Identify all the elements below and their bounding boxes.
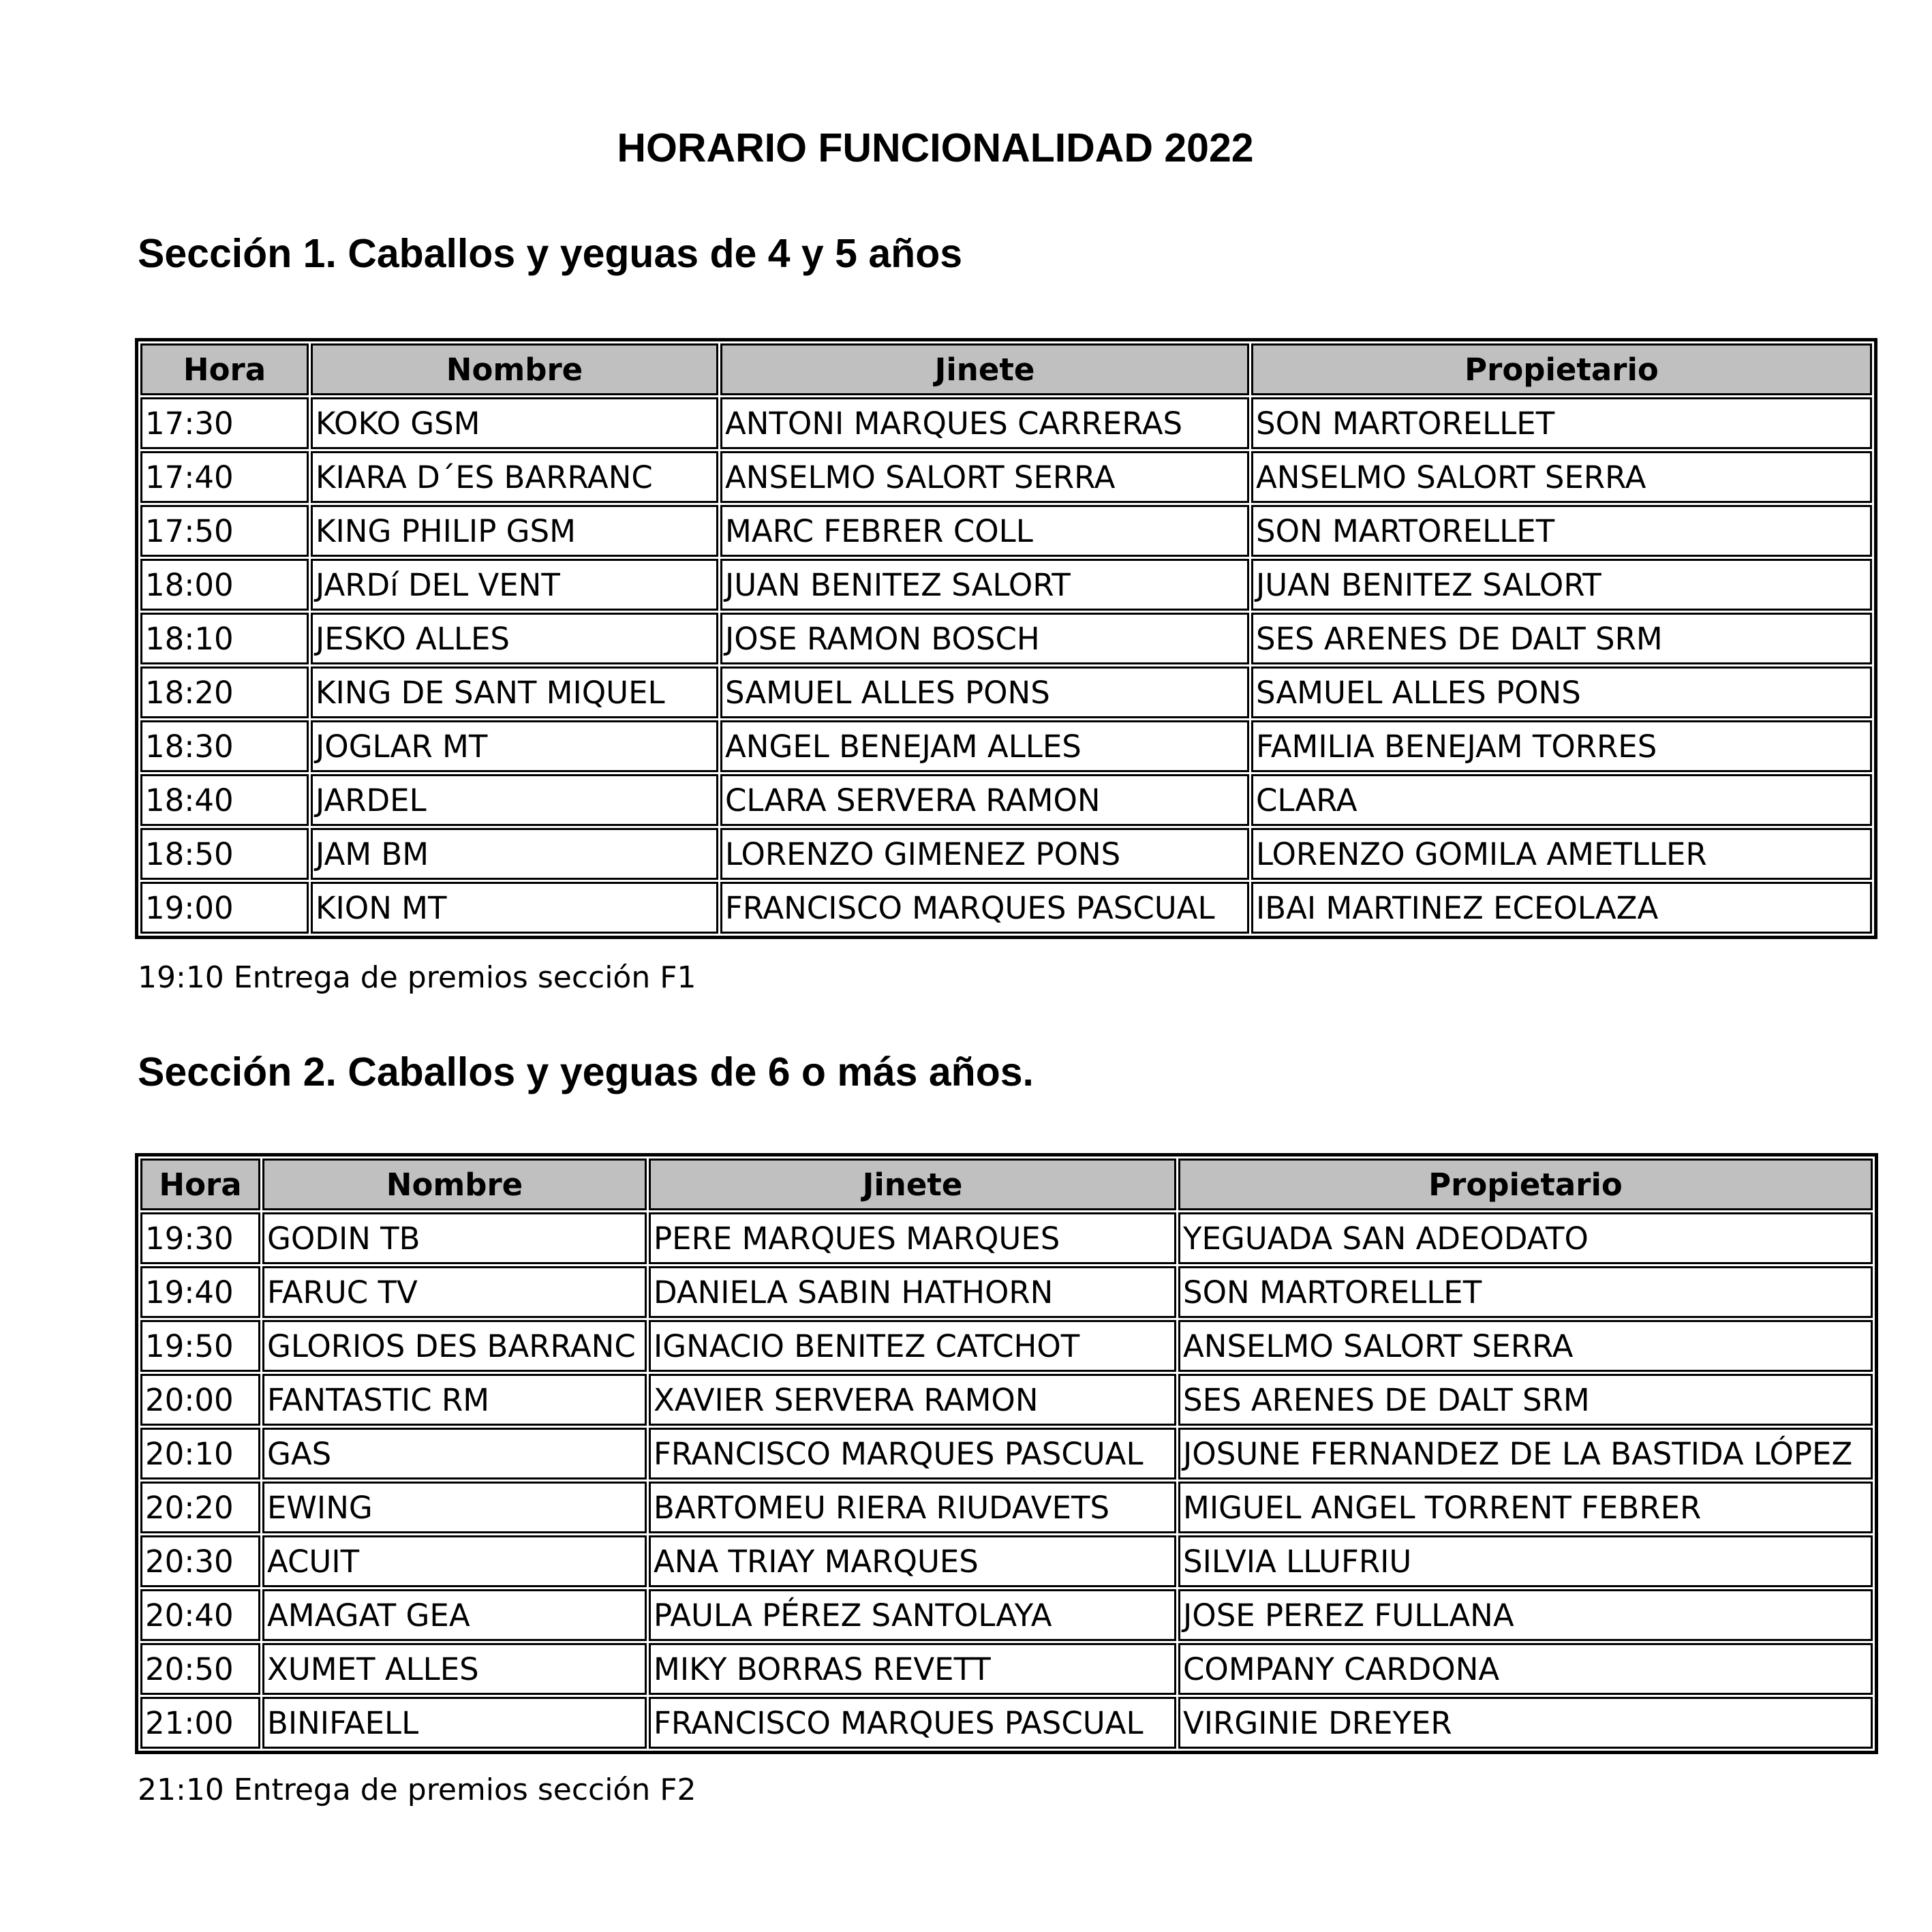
cell-propietario: SAMUEL ALLES PONS [1251,666,1872,718]
cell-hora: 19:30 [140,1212,260,1264]
cell-jinete: IGNACIO BENITEZ CATCHOT [649,1320,1176,1372]
table-row [140,1320,1873,1372]
cell-propietario: SES ARENES DE DALT SRM [1178,1374,1873,1426]
table-row [140,1374,1873,1426]
cell-jinete: ANGEL BENEJAM ALLES [720,720,1249,772]
cell-nombre: KING DE SANT MIQUEL [311,666,718,718]
cell-nombre: XUMET ALLES [262,1643,647,1695]
table-row [140,1266,1873,1318]
cell-hora: 19:00 [140,882,309,934]
cell-propietario: IBAI MARTINEZ ECEOLAZA [1251,882,1872,934]
cell-propietario: ANSELMO SALORT SERRA [1251,451,1872,503]
cell-hora: 18:20 [140,666,309,718]
cell-jinete: SAMUEL ALLES PONS [720,666,1249,718]
cell-jinete: XAVIER SERVERA RAMON [649,1374,1176,1426]
cell-propietario: JUAN BENITEZ SALORT [1251,559,1872,611]
table-row [140,774,1872,826]
cell-hora: 19:40 [140,1266,260,1318]
cell-nombre: JARDEL [311,774,718,826]
cell-nombre: JAM BM [311,828,718,880]
table-row [140,559,1872,611]
cell-propietario: ANSELMO SALORT SERRA [1178,1320,1873,1372]
table-row [140,1482,1873,1533]
table-row [140,1428,1873,1479]
column-header-nombre: Nombre [311,343,718,395]
cell-jinete: JOSE RAMON BOSCH [720,613,1249,664]
cell-nombre: ACUIT [262,1535,647,1587]
table-row [140,451,1872,503]
column-header-jinete: Jinete [649,1159,1176,1210]
column-header-propietario: Propietario [1178,1159,1873,1210]
cell-propietario: JOSUNE FERNANDEZ DE LA BASTIDA LÓPEZ [1178,1428,1873,1479]
cell-nombre: FARUC TV [262,1266,647,1318]
cell-hora: 20:30 [140,1535,260,1587]
cell-jinete: MARC FEBRER COLL [720,505,1249,557]
cell-jinete: JUAN BENITEZ SALORT [720,559,1249,611]
cell-nombre: BINIFAELL [262,1697,647,1749]
cell-propietario: FAMILIA BENEJAM TORRES [1251,720,1872,772]
table-row [140,397,1872,449]
cell-propietario: SILVIA LLUFRIU [1178,1535,1873,1587]
table-header-row [140,343,1872,395]
section-2-table [135,1153,1878,1754]
cell-hora: 18:10 [140,613,309,664]
cell-hora: 18:50 [140,828,309,880]
page-title: HORARIO FUNCIONALIDAD 2022 [617,125,1254,170]
cell-jinete: CLARA SERVERA RAMON [720,774,1249,826]
table-row [140,505,1872,557]
cell-propietario: SON MARTORELLET [1178,1266,1873,1318]
cell-nombre: KOKO GSM [311,397,718,449]
column-header-jinete: Jinete [720,343,1249,395]
cell-nombre: AMAGAT GEA [262,1589,647,1641]
table-row [140,1212,1873,1264]
cell-jinete: FRANCISCO MARQUES PASCUAL [720,882,1249,934]
cell-hora: 17:40 [140,451,309,503]
cell-nombre: KING PHILIP GSM [311,505,718,557]
cell-hora: 18:30 [140,720,309,772]
cell-hora: 17:30 [140,397,309,449]
cell-propietario: SON MARTORELLET [1251,505,1872,557]
table-row [140,1589,1873,1641]
cell-hora: 18:40 [140,774,309,826]
table-row [140,613,1872,664]
table-row [140,1535,1873,1587]
cell-jinete: DANIELA SABIN HATHORN [649,1266,1176,1318]
cell-hora: 21:00 [140,1697,260,1749]
cell-hora: 18:00 [140,559,309,611]
cell-hora: 17:50 [140,505,309,557]
column-header-hora: Hora [140,343,309,395]
cell-hora: 20:00 [140,1374,260,1426]
cell-jinete: PERE MARQUES MARQUES [649,1212,1176,1264]
table-row [140,720,1872,772]
cell-hora: 20:20 [140,1482,260,1533]
section-1-heading: Sección 1. Caballos y yeguas de 4 y 5 años [138,231,963,276]
cell-jinete: FRANCISCO MARQUES PASCUAL [649,1428,1176,1479]
cell-jinete: ANSELMO SALORT SERRA [720,451,1249,503]
cell-nombre: GAS [262,1428,647,1479]
cell-jinete: LORENZO GIMENEZ PONS [720,828,1249,880]
cell-propietario: JOSE PEREZ FULLANA [1178,1589,1873,1641]
cell-nombre: KIARA D´ES BARRANC [311,451,718,503]
cell-hora: 19:50 [140,1320,260,1372]
cell-jinete: FRANCISCO MARQUES PASCUAL [649,1697,1176,1749]
table-row [140,882,1872,934]
cell-nombre: JARDí DEL VENT [311,559,718,611]
cell-propietario: MIGUEL ANGEL TORRENT FEBRER [1178,1482,1873,1533]
cell-nombre: JESKO ALLES [311,613,718,664]
cell-hora: 20:50 [140,1643,260,1695]
cell-nombre: KION MT [311,882,718,934]
column-header-hora: Hora [140,1159,260,1210]
section-2-heading: Sección 2. Caballos y yeguas de 6 o más años. [138,1049,1034,1094]
cell-propietario: SES ARENES DE DALT SRM [1251,613,1872,664]
cell-nombre: EWING [262,1482,647,1533]
cell-propietario: LORENZO GOMILA AMETLLER [1251,828,1872,880]
column-header-propietario: Propietario [1251,343,1872,395]
table-header-row [140,1159,1873,1210]
cell-jinete: MIKY BORRAS REVETT [649,1643,1176,1695]
cell-nombre: GLORIOS DES BARRANC [262,1320,647,1372]
column-header-nombre: Nombre [262,1159,647,1210]
cell-jinete: ANTONI MARQUES CARRERAS [720,397,1249,449]
section-1-table [135,338,1877,939]
cell-nombre: GODIN TB [262,1212,647,1264]
cell-hora: 20:10 [140,1428,260,1479]
cell-propietario: CLARA [1251,774,1872,826]
cell-jinete: BARTOMEU RIERA RIUDAVETS [649,1482,1176,1533]
table-row [140,1697,1873,1749]
cell-propietario: YEGUADA SAN ADEODATO [1178,1212,1873,1264]
cell-nombre: FANTASTIC RM [262,1374,647,1426]
cell-nombre: JOGLAR MT [311,720,718,772]
cell-jinete: ANA TRIAY MARQUES [649,1535,1176,1587]
cell-hora: 20:40 [140,1589,260,1641]
section-2-note: 21:10 Entrega de premios sección F2 [138,1773,696,1807]
section-1-note: 19:10 Entrega de premios sección F1 [138,960,696,995]
table-row [140,666,1872,718]
cell-propietario: VIRGINIE DREYER [1178,1697,1873,1749]
table-row [140,828,1872,880]
cell-propietario: SON MARTORELLET [1251,397,1872,449]
cell-jinete: PAULA PÉREZ SANTOLAYA [649,1589,1176,1641]
table-row [140,1643,1873,1695]
cell-propietario: COMPANY CARDONA [1178,1643,1873,1695]
